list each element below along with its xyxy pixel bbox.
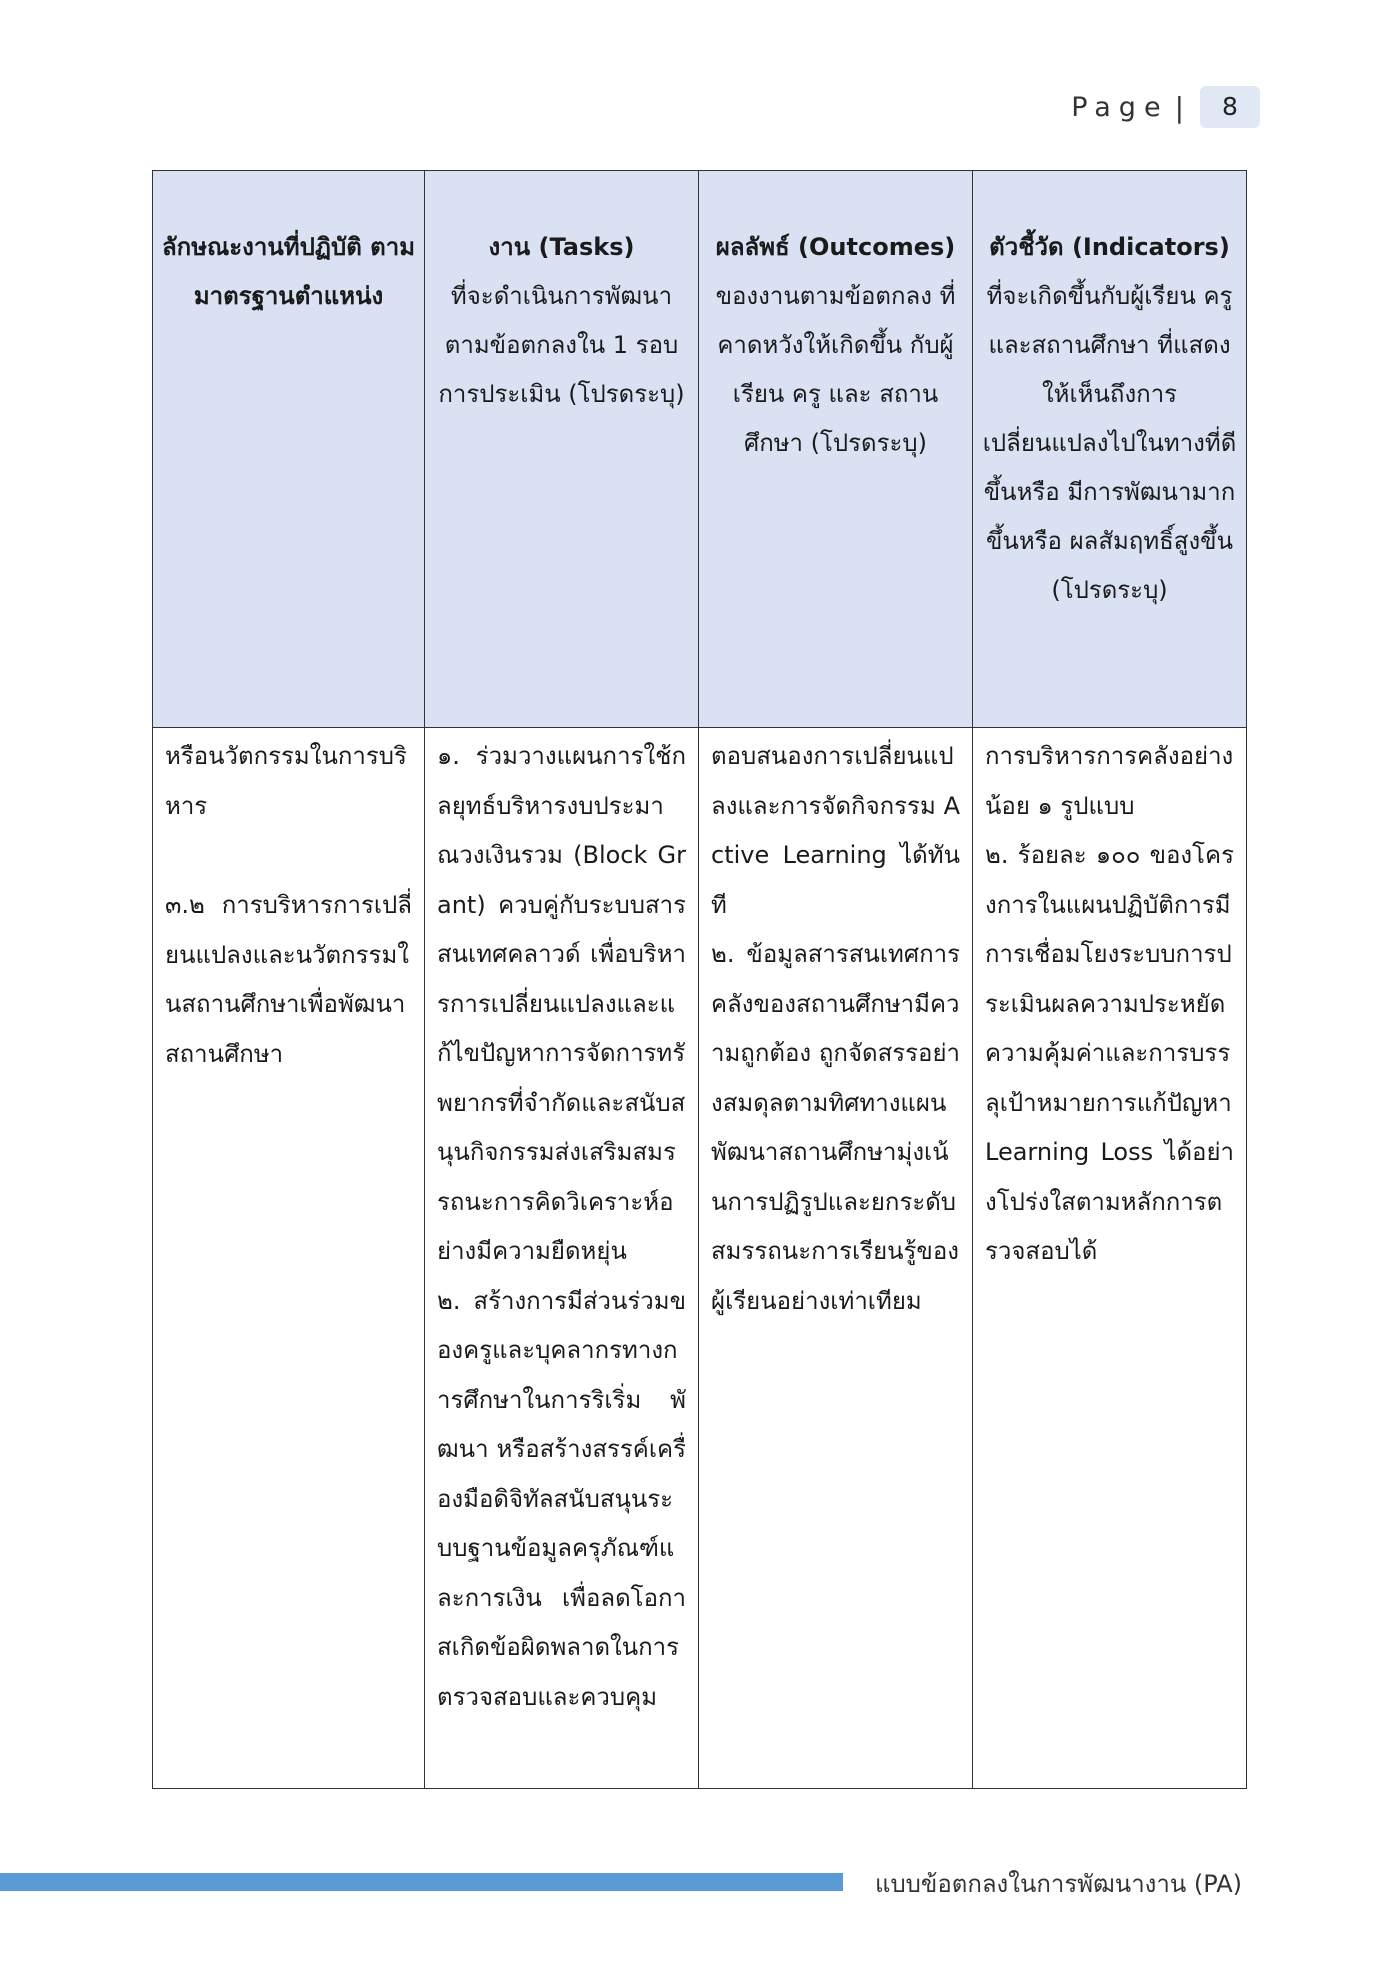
footer-bar [0, 1873, 843, 1891]
header-title: ลักษณะงานที่ปฏิบัติ ตามมาตรฐานตำแหน่ง [161, 233, 416, 310]
cell-text: ตอบสนองการเปลี่ยนแปลงและการจัดกิจกรรม Active Learning ได้ทันที [711, 742, 960, 919]
header-cell-tasks [425, 171, 699, 728]
cell-text: หรือนวัตกรรมในการบริหาร [165, 742, 407, 820]
page-label: Page [1071, 91, 1169, 123]
header-cell-standard [153, 171, 425, 728]
header-title: งาน (Tasks) [488, 233, 635, 261]
header-cell-indicators [973, 171, 1247, 728]
header-cell-outcomes [699, 171, 973, 728]
cell-text: ๒. สร้างการมีส่วนร่วมของครูและบุคลากรทางการศึกษาในการริเริ่ม พัฒนา หรือสร้างสรรค์เครื่องมือดิจิทัลสนับสนุนระบบฐานข้อมูลครุภัณฑ์และการเงิน เพื่อลดโอกาสเกิดข้อผิดพลาดในการตรวจสอบและควบคุม [437, 1286, 686, 1711]
header-title: ผลลัพธ์ (Outcomes) [715, 233, 956, 261]
cell-text: ๒. ข้อมูลสารสนเทศการคลังของสถานศึกษามีความถูกต้อง ถูกจัดสรรอย่างสมดุลตามทิศทางแผนพัฒนาสถานศึกษามุ่งเน้นการปฏิรูปและยกระดับสมรรถนะการเรียนรู้ของผู้เรียนอย่างเท่าเทียม [711, 940, 960, 1315]
cell-tasks [425, 728, 699, 1789]
page-number: 8 [1200, 86, 1260, 128]
cell-text: ๑. ร่วมวางแผนการใช้กลยุทธ์บริหารงบประมาณวงเงินรวม (Block Grant) ควบคู่กับระบบสารสนเทศคลาวด์ เพื่อบริหารการเปลี่ยนแปลงและแก้ไขปัญหาการจัดการทรัพยากรที่จำกัดและสนับสนุนกิจกรรมส่งเสริมสมรรถนะการคิดวิเคราะห์อย่างมีความยืดหยุ่น [437, 742, 686, 1265]
header-desc: ที่จะเกิดขึ้นกับผู้เรียน ครู และสถานศึกษา ที่แสดง ให้เห็นถึงการ เปลี่ยนแปลงไปในทางที่ดี ขึ้นหรือ มีการพัฒนามากขึ้นหรือ ผลสัมฤทธิ์สูงขึ้น (โปรดระบุ) [982, 282, 1237, 604]
cell-indicators [973, 728, 1247, 1789]
cell-text: การบริหารการคลังอย่างน้อย ๑ รูปแบบ [985, 742, 1234, 820]
header-desc: ที่จะดำเนินการพัฒนา ตามข้อตกลงใน 1 รอบ การประเมิน (โปรดระบุ) [438, 282, 685, 408]
table-row [153, 728, 1247, 1789]
page-separator: | [1174, 90, 1184, 124]
cell-outcomes [699, 728, 973, 1789]
pa-agreement-table [152, 170, 1247, 1789]
table-header-row [153, 171, 1247, 728]
page-header [1071, 86, 1260, 128]
cell-text: ๒. ร้อยละ ๑๐๐ ของโครงการในแผนปฏิบัติการมีการเชื่อมโยงระบบการประเมินผลความประหยัด ความคุ้มค่าและการบรรลุเป้าหมายการแก้ปัญหา Learning Loss ได้อย่างโปร่งใสตามหลักการตรวจสอบได้ [985, 841, 1234, 1265]
header-title: ตัวชี้วัด (Indicators) [989, 233, 1230, 261]
cell-text: ๓.๒ การบริหารการเปลี่ยนแปลงและนวัตกรรมในสถานศึกษาเพื่อพัฒนาสถานศึกษา [165, 891, 412, 1068]
cell-standard [153, 728, 425, 1789]
footer-title: แบบข้อตกลงในการพัฒนางาน (PA) [874, 1870, 1242, 1898]
header-desc: ของงานตามข้อตกลง ที่คาดหวังให้เกิดขึ้น กับผู้เรียน ครู และ สถานศึกษา (โปรดระบุ) [715, 282, 956, 457]
